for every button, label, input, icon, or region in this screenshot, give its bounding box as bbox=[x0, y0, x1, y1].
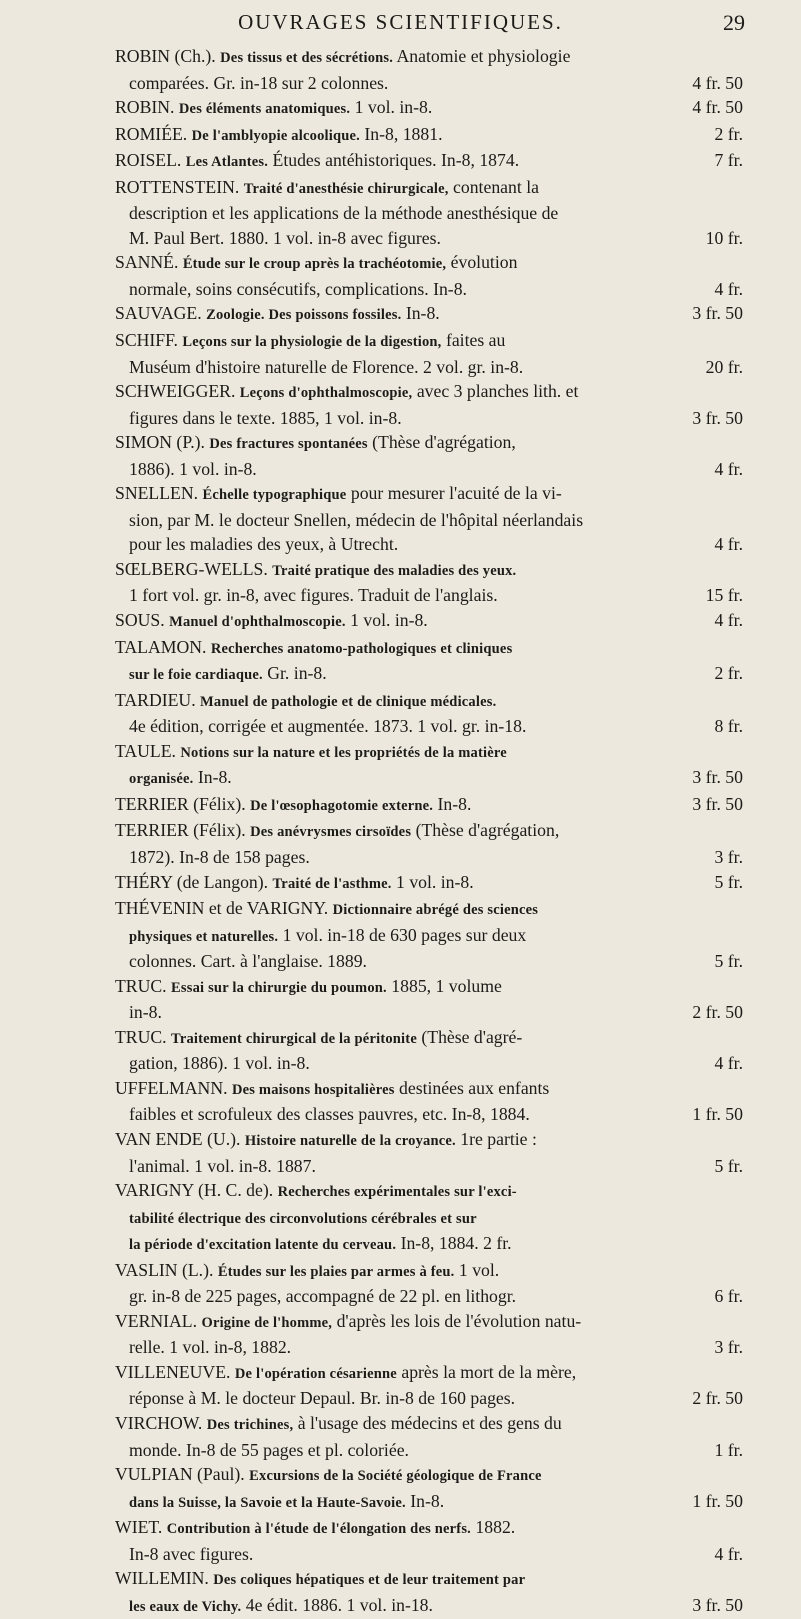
entry-price: 4 fr. bbox=[714, 534, 743, 555]
catalog-entry bbox=[115, 792, 743, 819]
entry-price: 1 fr. 50 bbox=[692, 1104, 743, 1125]
entry-price: 3 fr. 50 bbox=[692, 793, 743, 814]
entry-price: 20 fr. bbox=[705, 356, 743, 377]
entry-text: TAULE. bbox=[115, 740, 181, 761]
entry-text: In-8. bbox=[401, 303, 440, 324]
entry-text: TERRIER (Félix). bbox=[115, 793, 251, 814]
entry-line bbox=[115, 608, 743, 635]
page-header bbox=[0, 10, 801, 40]
entry-price: 3 fr. 50 bbox=[692, 1594, 743, 1615]
entry-text: VIRCHOW. bbox=[115, 1412, 207, 1433]
entry-text: 1re partie : bbox=[455, 1128, 537, 1149]
entry-text: In-8, 1884. 2 fr. bbox=[396, 1233, 512, 1254]
catalog-entry bbox=[115, 870, 743, 897]
entry-price: 3 fr. bbox=[714, 1337, 743, 1358]
catalog-entry bbox=[115, 1515, 743, 1566]
entry-text: ROBIN. bbox=[115, 97, 179, 118]
entry-text: (Thèse d'agrégation, bbox=[367, 432, 516, 453]
entry-line bbox=[115, 301, 743, 328]
entry-line bbox=[115, 355, 743, 380]
entry-text: destinées aux enfants bbox=[394, 1077, 550, 1098]
entry-text: SNELLEN. bbox=[115, 483, 203, 504]
entry-text: In-8 avec figures. bbox=[129, 1543, 254, 1564]
entry-text: ROTTENSTEIN. bbox=[115, 176, 244, 197]
entry-line bbox=[115, 1127, 743, 1154]
catalog-entry bbox=[115, 301, 743, 328]
entry-text: TALAMON. bbox=[115, 636, 211, 657]
entry-text: VAN ENDE (U.). bbox=[115, 1128, 245, 1149]
entry-text: 4e édit. 1886. 1 vol. in-18. bbox=[241, 1594, 433, 1615]
entry-price: 1 fr. bbox=[714, 1439, 743, 1460]
entry-line bbox=[115, 765, 743, 792]
entry-line bbox=[115, 714, 743, 739]
entry-line bbox=[115, 1231, 743, 1258]
entry-title-text: la période d'excitation latente du cerveau. bbox=[129, 1237, 397, 1254]
catalog-entry bbox=[115, 974, 743, 1025]
entry-text: VARIGNY (H. C. de). bbox=[115, 1180, 278, 1201]
entry-text: gr. in-8 de 225 pages, accompagné de 22 pl. en lithogr. bbox=[129, 1286, 517, 1307]
catalog-entry bbox=[115, 1025, 743, 1076]
entry-title-text: Essai sur la chirurgie du poumon. bbox=[171, 979, 387, 996]
entry-text: figures dans le texte. 1885, 1 vol. in-8. bbox=[129, 407, 402, 428]
entry-text: comparées. Gr. in-18 sur 2 colonnes. bbox=[129, 72, 389, 93]
entry-title-text: Traité de l'asthme. bbox=[272, 875, 392, 892]
entry-price: 4 fr. 50 bbox=[692, 72, 743, 93]
catalog-entry bbox=[115, 95, 743, 122]
entry-title-text: Étude sur le croup après la trachéotomie, bbox=[182, 256, 447, 273]
entry-line bbox=[115, 250, 743, 277]
entry-text: 1 vol. in-8. bbox=[350, 97, 433, 118]
entry-price: 4 fr. bbox=[714, 1543, 743, 1564]
entry-text: gation, 1886). 1 vol. in-8. bbox=[129, 1053, 310, 1074]
entry-line bbox=[115, 896, 743, 923]
entry-line bbox=[115, 532, 743, 557]
catalog-entry bbox=[115, 481, 743, 557]
entry-title-text: Des éléments anatomiques. bbox=[178, 101, 351, 118]
entry-text: monde. In-8 de 55 pages et pl. coloriée. bbox=[129, 1439, 409, 1460]
entry-title-text: Leçons sur la physiologie de la digestion, bbox=[182, 334, 442, 351]
entry-price: 4 fr. bbox=[714, 1053, 743, 1074]
entry-title-text: sur le foie cardiaque. bbox=[129, 667, 263, 684]
catalog-entry bbox=[115, 1566, 743, 1619]
entry-line bbox=[115, 557, 743, 584]
entry-line bbox=[115, 226, 743, 251]
entry-text: sion, par M. le docteur Snellen, médecin de l'hôpital néerlandais bbox=[129, 509, 584, 530]
entry-text: 1 fort vol. gr. in-8, avec figures. Traduit de l'anglais. bbox=[129, 585, 498, 606]
entry-title-text: Traité d'anesthésie chirurgicale, bbox=[243, 180, 449, 197]
entry-line bbox=[115, 1542, 743, 1567]
entry-title-text: Excursions de la Société géologique de France bbox=[249, 1468, 542, 1485]
entry-text: pour les maladies des yeux, à Utrecht. bbox=[129, 534, 399, 555]
catalog-entry bbox=[115, 250, 743, 301]
entry-price: 15 fr. bbox=[705, 585, 743, 606]
entry-line bbox=[115, 95, 743, 122]
entry-text: colonnes. Cart. à l'anglaise. 1889. bbox=[129, 951, 367, 972]
entry-line bbox=[115, 949, 743, 974]
entry-title-text: De l'amblyopie alcoolique. bbox=[191, 127, 360, 144]
entry-text: (Thèse d'agrégation, bbox=[411, 820, 560, 841]
catalog-entry bbox=[115, 1258, 743, 1309]
catalog-entry bbox=[115, 896, 743, 974]
catalog-entry bbox=[115, 44, 743, 95]
entry-line bbox=[115, 1411, 743, 1438]
entry-line bbox=[115, 71, 743, 96]
entry-price: 8 fr. bbox=[714, 716, 743, 737]
entry-text: à l'usage des médecins et des gens du bbox=[293, 1412, 562, 1433]
catalog-entry bbox=[115, 688, 743, 739]
entry-title-text: Dictionnaire abrégé des sciences bbox=[332, 902, 539, 919]
entry-line bbox=[115, 457, 743, 482]
entry-line bbox=[115, 1360, 743, 1387]
entry-text: réponse à M. le docteur Depaul. Br. in-8 de 160 pages. bbox=[129, 1388, 516, 1409]
entry-text: SCHWEIGGER. bbox=[115, 381, 240, 402]
entry-title-text: Des trichines, bbox=[206, 1416, 294, 1433]
entry-line bbox=[115, 1205, 743, 1232]
running-title: OUVRAGES SCIENTIFIQUES. bbox=[238, 10, 563, 34]
entry-price: 4 fr. bbox=[714, 610, 743, 631]
catalog-entry bbox=[115, 1127, 743, 1178]
entry-text: WIET. bbox=[115, 1517, 167, 1538]
entry-title-text: Des anévrysmes cirsoïdes bbox=[250, 824, 412, 841]
entry-title-text: Traité pratique des maladies des yeux. bbox=[272, 562, 517, 579]
entry-line bbox=[115, 1102, 743, 1127]
entry-title-text: Recherches anatomo-pathologiques et cliniques bbox=[210, 640, 513, 657]
entry-line bbox=[115, 406, 743, 431]
entry-text: SOUS. bbox=[115, 610, 170, 631]
entry-line bbox=[115, 1076, 743, 1103]
entry-price: 2 fr. 50 bbox=[692, 1002, 743, 1023]
entry-text: VILLENEUVE. bbox=[115, 1361, 235, 1382]
entry-text: ROISEL. bbox=[115, 150, 186, 171]
entry-text: Muséum d'histoire naturelle de Florence. 2 vol. gr. in-8. bbox=[129, 356, 524, 377]
entry-text: 1 vol. in-8. bbox=[345, 610, 428, 631]
entry-text: TARDIEU. bbox=[115, 689, 201, 710]
entry-text: SŒLBERG-WELLS. bbox=[115, 558, 273, 579]
entry-text: faites au bbox=[441, 330, 506, 351]
entry-text: 4e édition, corrigée et augmentée. 1873. 1 vol. gr. in-18. bbox=[129, 716, 527, 737]
entry-title-text: Contribution à l'étude de l'élongation des nerfs. bbox=[166, 1521, 471, 1538]
entry-price: 2 fr. bbox=[714, 123, 743, 144]
entry-line bbox=[115, 688, 743, 715]
entry-line bbox=[115, 1593, 743, 1619]
entry-line bbox=[115, 148, 743, 175]
catalog-entry bbox=[115, 1076, 743, 1127]
catalog-entry bbox=[115, 175, 743, 251]
entry-text: après la mort de la mère, bbox=[396, 1361, 577, 1382]
entry-text: UFFELMANN. bbox=[115, 1077, 232, 1098]
entry-title-text: Histoire naturelle de la croyance. bbox=[244, 1132, 456, 1149]
entry-text: ROBIN (Ch.). bbox=[115, 46, 221, 66]
entry-price: 3 fr. 50 bbox=[692, 303, 743, 324]
catalog-entry bbox=[115, 557, 743, 608]
catalog-entries bbox=[115, 44, 743, 1619]
entry-title-text: Échelle typographique bbox=[202, 487, 347, 504]
entry-price: 5 fr. bbox=[714, 871, 743, 892]
entry-title-text: Des tissus et des sécrétions. bbox=[220, 50, 394, 66]
entry-text: SANNÉ. bbox=[115, 252, 183, 273]
catalog-entry bbox=[115, 1309, 743, 1360]
entry-text: l'animal. 1 vol. in-8. 1887. bbox=[129, 1155, 316, 1176]
catalog-entry bbox=[115, 608, 743, 635]
entry-price: 6 fr. bbox=[714, 1286, 743, 1307]
entry-line bbox=[115, 44, 743, 71]
entry-line bbox=[115, 1489, 743, 1516]
entry-line bbox=[115, 1051, 743, 1076]
entry-text: pour mesurer l'acuité de la vi- bbox=[346, 483, 562, 504]
entry-text: 1 vol. in-8. bbox=[391, 871, 474, 892]
entry-title-text: Recherches expérimentales sur l'exci- bbox=[277, 1184, 517, 1201]
entry-line bbox=[115, 792, 743, 819]
entry-text: 1 vol. bbox=[454, 1259, 500, 1280]
entry-line bbox=[115, 1178, 743, 1205]
entry-price: 10 fr. bbox=[705, 227, 743, 248]
entry-line bbox=[115, 1386, 743, 1411]
catalog-entry bbox=[115, 1360, 743, 1411]
catalog-entry bbox=[115, 328, 743, 379]
entry-line bbox=[115, 923, 743, 950]
entry-line bbox=[115, 1284, 743, 1309]
entry-title-text: Notions sur la nature et les propriétés de la matière bbox=[180, 744, 507, 761]
entry-line bbox=[115, 1462, 743, 1489]
entry-text: SCHIFF. bbox=[115, 330, 183, 351]
entry-text: in-8. bbox=[129, 1002, 162, 1023]
entry-line bbox=[115, 1025, 743, 1052]
entry-text: description et les applications de la méthode anesthésique de bbox=[129, 203, 559, 224]
entry-line bbox=[115, 175, 743, 202]
page-number: 29 bbox=[723, 10, 745, 35]
entry-title-text: tabilité électrique des circonvolutions cérébrales et sur bbox=[129, 1210, 477, 1227]
entry-price: 3 fr. 50 bbox=[692, 767, 743, 788]
entry-title-text: Études sur les plaies par armes à feu. bbox=[217, 1263, 455, 1280]
entry-line bbox=[115, 481, 743, 508]
catalog-entry bbox=[115, 1178, 743, 1258]
entry-line bbox=[115, 974, 743, 1001]
entry-text: In-8. bbox=[193, 767, 232, 788]
entry-line bbox=[115, 1309, 743, 1336]
entry-text: contenant la bbox=[448, 176, 539, 197]
entry-title-text: dans la Suisse, la Savoie et la Haute-Savoie. bbox=[129, 1494, 406, 1511]
entry-title-text: physiques et naturelles. bbox=[129, 928, 279, 945]
entry-title-text: Manuel de pathologie et de clinique médicales. bbox=[200, 693, 497, 710]
entry-text: ROMIÉE. bbox=[115, 123, 192, 144]
entry-title-text: Origine de l'homme, bbox=[201, 1314, 333, 1331]
entry-text: In-8, 1881. bbox=[359, 123, 443, 144]
entry-title-text: Traitement chirurgical de la péritonite bbox=[171, 1030, 417, 1047]
entry-price: 4 fr. bbox=[714, 458, 743, 479]
catalog-entry bbox=[115, 122, 743, 149]
entry-text: VULPIAN (Paul). bbox=[115, 1464, 250, 1485]
entry-text: faibles et scrofuleux des classes pauvres, etc. In-8, 1884. bbox=[129, 1104, 530, 1125]
entry-text: VASLIN (L.). bbox=[115, 1259, 218, 1280]
entry-title-text: Les Atlantes. bbox=[185, 154, 269, 171]
entry-text: Gr. in-8. bbox=[262, 663, 327, 684]
entry-text: SIMON (P.). bbox=[115, 432, 210, 453]
entry-text: TRUC. bbox=[115, 975, 172, 996]
entry-text: VERNIAL. bbox=[115, 1310, 202, 1331]
entry-line bbox=[115, 1258, 743, 1285]
catalog-entry bbox=[115, 148, 743, 175]
entry-price: 3 fr. 50 bbox=[692, 407, 743, 428]
entry-price: 2 fr. 50 bbox=[692, 1388, 743, 1409]
entry-price: 1 fr. 50 bbox=[692, 1490, 743, 1511]
entry-text: SAUVAGE. bbox=[115, 303, 207, 324]
entry-line bbox=[115, 583, 743, 608]
entry-text: TERRIER (Félix). bbox=[115, 820, 251, 841]
entry-line bbox=[115, 818, 743, 845]
entry-text: 1882. bbox=[470, 1517, 516, 1538]
entry-text: (Thèse d'agré- bbox=[416, 1026, 523, 1047]
entry-line bbox=[115, 661, 743, 688]
entry-price: 3 fr. bbox=[714, 846, 743, 867]
catalog-entry bbox=[115, 379, 743, 430]
entry-text: THÉRY (de Langon). bbox=[115, 871, 273, 892]
catalog-entry bbox=[115, 430, 743, 481]
entry-title-text: De l'opération césarienne bbox=[234, 1365, 397, 1382]
entry-line bbox=[115, 122, 743, 149]
entry-text: In-8. bbox=[405, 1490, 445, 1511]
entry-line bbox=[115, 635, 743, 662]
entry-line bbox=[115, 379, 743, 406]
entry-text: d'après les lois de l'évolution natu- bbox=[332, 1310, 582, 1331]
entry-title-text: Des coliques hépatiques et de leur traitement par bbox=[213, 1572, 526, 1589]
entry-title-text: organisée. bbox=[129, 771, 194, 788]
entry-title-text: les eaux de Vichy. bbox=[129, 1598, 242, 1615]
entry-line bbox=[115, 277, 743, 302]
entry-price: 2 fr. bbox=[714, 663, 743, 684]
catalog-entry bbox=[115, 818, 743, 869]
entry-line bbox=[115, 1566, 743, 1593]
entry-text: Anatomie et physiologie bbox=[393, 46, 571, 66]
entry-title-text: Zoologie. Des poissons fossiles. bbox=[206, 307, 402, 324]
entry-title-text: Des maisons hospitalières bbox=[231, 1081, 395, 1098]
catalog-entry bbox=[115, 739, 743, 792]
entry-line bbox=[115, 201, 743, 226]
entry-line bbox=[115, 1154, 743, 1179]
entry-text: Études antéhistoriques. In-8, 1874. bbox=[268, 150, 520, 171]
entry-text: évolution bbox=[446, 252, 518, 273]
entry-text: WILLEMIN. bbox=[115, 1568, 214, 1589]
entry-line bbox=[115, 508, 743, 533]
entry-title-text: Des fractures spontanées bbox=[209, 436, 368, 453]
entry-price: 4 fr. 50 bbox=[692, 97, 743, 118]
entry-title-text: De l'œsophagotomie externe. bbox=[250, 797, 434, 814]
entry-price: 5 fr. bbox=[714, 1155, 743, 1176]
entry-text: avec 3 planches lith. et bbox=[412, 381, 579, 402]
entry-line bbox=[115, 845, 743, 870]
entry-title-text: Manuel d'ophthalmoscopie. bbox=[169, 614, 346, 631]
entry-line bbox=[115, 1000, 743, 1025]
entry-text: normale, soins consécutifs, complications. In-8. bbox=[129, 278, 467, 299]
catalog-entry bbox=[115, 1462, 743, 1515]
entry-text: M. Paul Bert. 1880. 1 vol. in-8 avec figures. bbox=[129, 227, 441, 248]
entry-text: relle. 1 vol. in-8, 1882. bbox=[129, 1337, 292, 1358]
entry-line bbox=[115, 1515, 743, 1542]
entry-text: 1885, 1 volume bbox=[386, 975, 502, 996]
entry-line bbox=[115, 739, 743, 766]
catalog-entry bbox=[115, 1411, 743, 1462]
entry-line bbox=[115, 1335, 743, 1360]
entry-line bbox=[115, 430, 743, 457]
entry-text: TRUC. bbox=[115, 1026, 172, 1047]
entry-price: 4 fr. bbox=[714, 278, 743, 299]
entry-line bbox=[115, 870, 743, 897]
entry-text: 1872). In-8 de 158 pages. bbox=[129, 846, 310, 867]
entry-title-text: Leçons d'ophthalmoscopie, bbox=[239, 385, 413, 402]
entry-line bbox=[115, 1438, 743, 1463]
entry-price: 7 fr. bbox=[714, 150, 743, 171]
catalog-entry bbox=[115, 635, 743, 688]
entry-text: In-8. bbox=[433, 793, 472, 814]
entry-text: THÉVENIN et de VARIGNY. bbox=[115, 898, 333, 919]
entry-text: 1 vol. in-18 de 630 pages sur deux bbox=[278, 924, 527, 945]
entry-price: 5 fr. bbox=[714, 951, 743, 972]
entry-text: 1886). 1 vol. in-8. bbox=[129, 458, 257, 479]
entry-line bbox=[115, 328, 743, 355]
